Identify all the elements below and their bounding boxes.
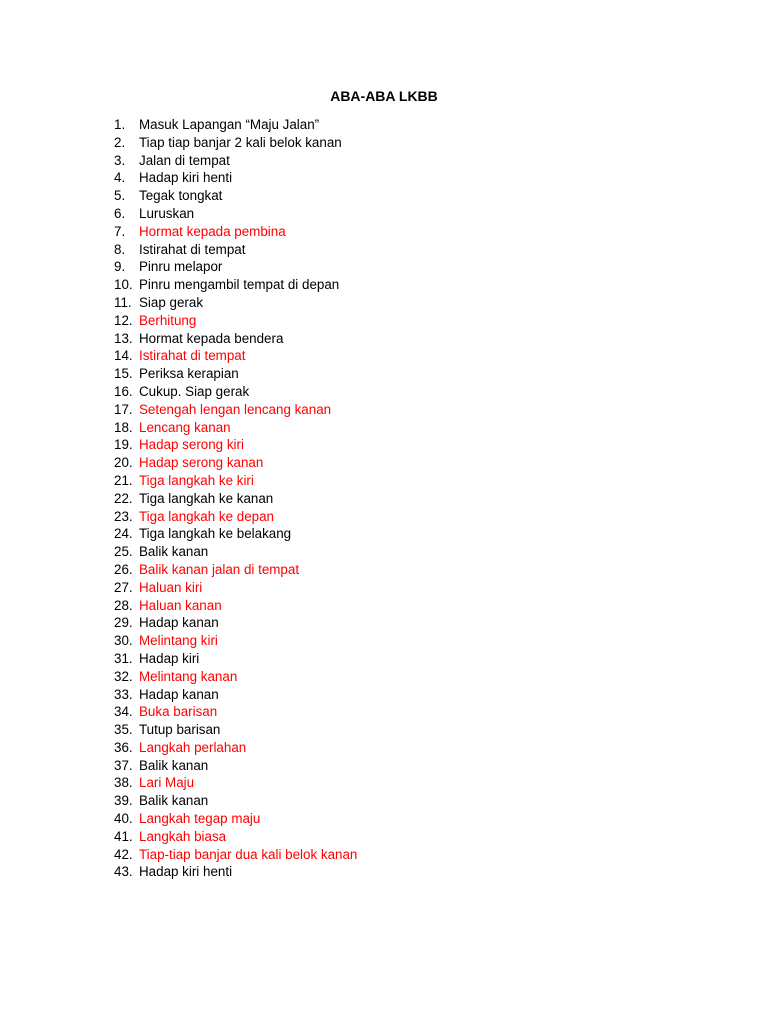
list-item-text: Balik kanan: [139, 544, 209, 560]
list-item-number: 41.: [114, 828, 133, 844]
list-item-number: 5.: [114, 188, 126, 204]
list-item-number: 42.: [114, 846, 133, 862]
list-item-text: Lari Maju: [139, 775, 195, 791]
list-item: [114, 419, 357, 437]
list-item-number: 26.: [114, 561, 133, 577]
list-item: [114, 330, 357, 348]
list-item-number: 11.: [114, 294, 132, 310]
list-item: [114, 686, 357, 704]
list-item-text: Setengah lengan lencang kanan: [139, 401, 332, 417]
list-item-number: 43.: [114, 864, 133, 880]
list-item-text: Istirahat di tempat: [139, 348, 246, 364]
list-item: [114, 490, 357, 508]
list-item: [114, 828, 357, 846]
list-item: [114, 597, 357, 615]
list-item-number: 18.: [114, 419, 133, 435]
list-item-number: 4.: [114, 170, 126, 186]
list-item: [114, 792, 357, 810]
list-item-number: 25.: [114, 544, 133, 560]
list-item: [114, 632, 357, 650]
list-item-number: 39.: [114, 793, 133, 809]
list-item-number: 7.: [114, 223, 126, 239]
list-item-number: 30.: [114, 633, 133, 649]
list-item-text: Langkah biasa: [139, 828, 227, 844]
list-item: [114, 846, 357, 864]
list-item-text: Buka barisan: [139, 704, 218, 720]
list-item-text: Pinru mengambil tempat di depan: [139, 277, 340, 293]
list-item-text: Langkah perlahan: [139, 739, 247, 755]
list-item-text: Cukup. Siap gerak: [139, 383, 250, 399]
list-item: [114, 614, 357, 632]
list-item: [114, 241, 357, 259]
list-item-number: 22.: [114, 490, 133, 506]
list-item-number: 21.: [114, 472, 133, 488]
list-item-text: Hadap kanan: [139, 615, 219, 631]
list-item: [114, 294, 357, 312]
list-item-number: 19.: [114, 437, 133, 453]
list-item: [114, 472, 357, 490]
list-item: [114, 774, 357, 792]
list-item: [114, 347, 357, 365]
list-item: [114, 401, 357, 419]
list-item-text: Haluan kanan: [139, 597, 222, 613]
list-item-text: Tutup barisan: [139, 722, 221, 738]
list-item-number: 32.: [114, 668, 133, 684]
list-item-number: 8.: [114, 241, 126, 257]
list-item: [114, 223, 357, 241]
list-item-number: 37.: [114, 757, 133, 773]
list-item-number: 35.: [114, 722, 133, 738]
list-item: [114, 579, 357, 597]
list-item-number: 1.: [114, 117, 126, 132]
list-item: [114, 454, 357, 472]
document-title: ABA-ABA LKBB: [330, 88, 438, 104]
list-item-number: 9.: [114, 259, 126, 275]
list-item-number: 38.: [114, 775, 133, 791]
list-item-text: Tiga langkah ke kanan: [139, 490, 274, 506]
list-item: [114, 561, 357, 579]
list-item-text: Luruskan: [139, 205, 195, 221]
list-item-number: 40.: [114, 811, 133, 827]
list-item: [114, 508, 357, 526]
list-item-number: 10.: [114, 277, 133, 293]
list-item-number: 2.: [114, 134, 126, 150]
list-item-text: Tiga langkah ke belakang: [139, 526, 292, 542]
list-item: [114, 205, 357, 223]
list-item-text: Hadap serong kanan: [139, 455, 264, 471]
list-item-text: Haluan kiri: [139, 579, 203, 595]
list-item: [114, 739, 357, 757]
list-item-text: Balik kanan: [139, 793, 209, 809]
list-item: [114, 525, 357, 543]
list-item-number: 3.: [114, 152, 126, 168]
list-item: [114, 703, 357, 721]
list-item-number: 33.: [114, 686, 133, 702]
list-item-text: Masuk Lapangan “Maju Jalan”: [139, 117, 320, 132]
list-item-text: Tiga langkah ke depan: [139, 508, 274, 524]
list-item-number: 6.: [114, 205, 126, 221]
list-item: [114, 721, 357, 739]
list-item-text: Balik kanan jalan di tempat: [139, 561, 300, 577]
list-item-text: Jalan di tempat: [139, 152, 230, 168]
list-item-number: 14.: [114, 348, 133, 364]
list-item: [114, 543, 357, 561]
list-item: [114, 650, 357, 668]
list-item: [114, 365, 357, 383]
list-item-text: Tiap-tiap banjar dua kali belok kanan: [139, 846, 358, 862]
list-item-text: Tiga langkah ke kiri: [139, 472, 254, 488]
list-item-text: Balik kanan: [139, 757, 209, 773]
list-item-number: 24.: [114, 526, 133, 542]
list-item: [114, 436, 357, 454]
list-item-text: Tegak tongkat: [139, 188, 223, 204]
list-item: [114, 116, 357, 134]
list-item: [114, 152, 357, 170]
list-item-number: 31.: [114, 650, 133, 666]
list-item-text: Hadap kiri henti: [139, 170, 233, 186]
list-item-text: Hormat kepada pembina: [139, 223, 286, 239]
list-item: [114, 757, 357, 775]
list-item-text: Hadap kanan: [139, 686, 219, 702]
list-item-number: 34.: [114, 704, 133, 720]
list-item: [114, 258, 357, 276]
list-item-text: Melintang kanan: [139, 668, 238, 684]
list-item-text: Hadap kiri: [139, 650, 200, 666]
list-item: [114, 187, 357, 205]
list-item: [114, 312, 357, 330]
list-item-text: Melintang kiri: [139, 633, 218, 649]
list-item-number: 23.: [114, 508, 133, 524]
list-item-number: 20.: [114, 455, 133, 471]
list-item-text: Berhitung: [139, 312, 197, 328]
list-item-text: Langkah tegap maju: [139, 811, 261, 827]
list-item-number: 29.: [114, 615, 133, 631]
list-item: [114, 810, 357, 828]
list-item-number: 12.: [114, 312, 133, 328]
list-item-text: Pinru melapor: [139, 259, 223, 275]
list-item-text: Hadap serong kiri: [139, 437, 244, 453]
list-item: [114, 668, 357, 686]
list-item-text: Lencang kanan: [139, 419, 231, 435]
list-item: [114, 276, 357, 294]
list-item-text: Istirahat di tempat: [139, 241, 246, 257]
list-item-number: 15.: [114, 366, 133, 382]
list-item: [114, 383, 357, 401]
list-item: [114, 169, 357, 187]
list-item-text: Hormat kepada bendera: [139, 330, 284, 346]
list-item-number: 13.: [114, 330, 133, 346]
list-item-number: 28.: [114, 597, 133, 613]
list-item: [114, 134, 357, 152]
list-item-number: 17.: [114, 401, 133, 417]
list-item-text: Siap gerak: [139, 294, 204, 310]
list-item: [114, 863, 357, 881]
list-item-text: Periksa kerapian: [139, 366, 239, 382]
list-item-number: 36.: [114, 739, 133, 755]
list-item-text: Tiap tiap banjar 2 kali belok kanan: [139, 134, 342, 150]
command-list: [114, 116, 357, 881]
list-item-number: 16.: [114, 383, 133, 399]
list-item-number: 27.: [114, 579, 133, 595]
list-item-text: Hadap kiri henti: [139, 864, 233, 880]
